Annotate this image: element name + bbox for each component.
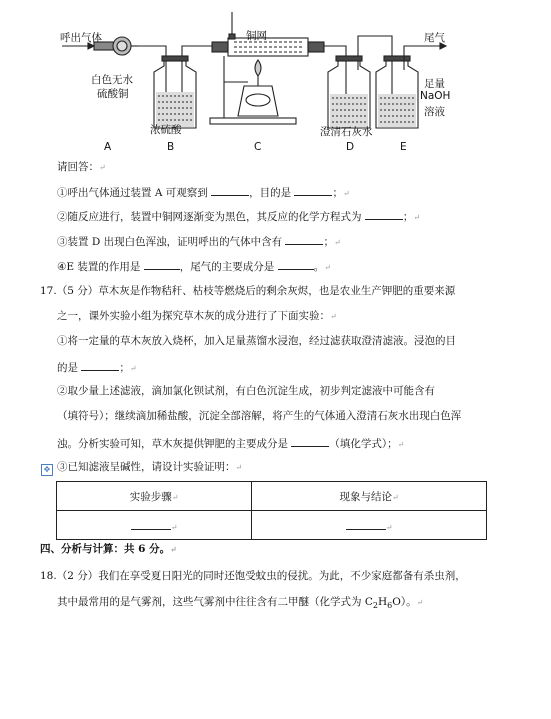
label-e: E xyxy=(400,141,407,153)
answer-blank[interactable] xyxy=(131,518,171,530)
table-row xyxy=(57,511,487,540)
label-d: D xyxy=(346,141,355,153)
answer-blank[interactable] xyxy=(278,258,314,270)
q17-line7: 浊。分析实验可知，草木灰提供钾肥的主要成分是 （填化学式）；↵ xyxy=(57,435,404,452)
answer-blank[interactable] xyxy=(144,258,180,270)
q17-line5: ②取少量上述滤液，滴加氯化钡试剂，有白色沉淀生成，初步判定滤液中可能含有 xyxy=(57,385,435,397)
q17-line4: 的是 ；↵ xyxy=(57,359,137,376)
q17-line1: 17.（5 分）草木灰是作物秸秆、枯枝等燃烧后的剩余灰烬，也是农业生产钾肥的重要来源 xyxy=(40,285,456,297)
answer-blank[interactable] xyxy=(211,184,249,196)
q18-line2: 其中最常用的是气雾剂，这些气雾剂中往往含有二甲醚（化学式为 $C_2H_6O$）。↵ xyxy=(57,596,424,611)
naoh-label-3: 溶液 xyxy=(424,106,445,118)
q16-item4: ④E 装置的作用是 ，尾气的主要成分是 。↵ xyxy=(57,258,331,275)
exhaled-gas-label: 呼出气体 xyxy=(60,32,102,44)
table-row xyxy=(57,482,487,511)
answer-blank[interactable] xyxy=(346,518,386,530)
q17-line3: ①将一定量的草木灰放入烧杯，加入足量蒸馏水浸泡，经过滤获取澄清滤液。浸泡的目 xyxy=(57,335,456,347)
q16-item2: ②随反应进行，装置中铜网逐渐变为黑色，其反应的化学方程式为 ；↵ xyxy=(57,208,420,225)
table-header-result: 现象与结论↵ xyxy=(252,482,487,511)
q18-line1: 18.（2 分）我们在享受夏日阳光的同时还饱受蚊虫的侵扰。为此，不少家庭都备有杀虫剂， xyxy=(40,570,466,582)
answer-blank[interactable] xyxy=(81,359,119,371)
answer-blank[interactable] xyxy=(291,435,329,447)
label-c: C xyxy=(254,141,262,153)
naoh-label-2: NaOH xyxy=(420,90,451,102)
apparatus-diagram xyxy=(0,0,551,160)
table-cell[interactable]: ↵ xyxy=(252,511,487,540)
answer-blank[interactable] xyxy=(285,233,323,245)
section4-title: 四、分析与计算：共 6 分。↵ xyxy=(40,543,177,555)
q17-line8: ③已知滤液呈碱性，请设计实验证明：↵ xyxy=(57,461,243,473)
q17-line2: 之一，课外实验小组为探究草木灰的成分进行了下面实验：↵ xyxy=(57,310,337,322)
answer-blank[interactable] xyxy=(294,184,332,196)
conc-h2so4-label: 浓硫酸 xyxy=(150,124,182,136)
tail-gas-label: 尾气 xyxy=(424,32,445,44)
q16-intro: 请回答：↵ xyxy=(57,161,106,173)
q16-item3: ③装置 D 出现白色浑浊，证明呼出的气体中含有 ；↵ xyxy=(57,233,341,250)
naoh-label-1: 足量 xyxy=(424,78,445,90)
label-a: A xyxy=(104,141,112,153)
table-cell[interactable]: ↵ xyxy=(57,511,252,540)
label-b: B xyxy=(167,141,175,153)
q17-line6: （填符号）；继续滴加稀盐酸，沉淀全部溶解，将产生的气体通入澄清石灰水出现白色浑 xyxy=(57,410,462,422)
limewater-label: 澄清石灰水 xyxy=(320,126,373,138)
table-header-steps: 实验步骤↵ xyxy=(57,482,252,511)
cuso4-label-1: 白色无水 xyxy=(91,74,133,86)
copper-mesh-label: 铜网 xyxy=(246,30,267,42)
experiment-table xyxy=(56,481,487,540)
table-move-handle-icon[interactable]: ✥ xyxy=(41,464,53,476)
answer-blank[interactable] xyxy=(365,208,403,220)
cuso4-label-2: 硫酸铜 xyxy=(97,88,129,100)
q16-item1: ①呼出气体通过装置 A 可观察到 ，目的是 ；↵ xyxy=(57,184,350,201)
